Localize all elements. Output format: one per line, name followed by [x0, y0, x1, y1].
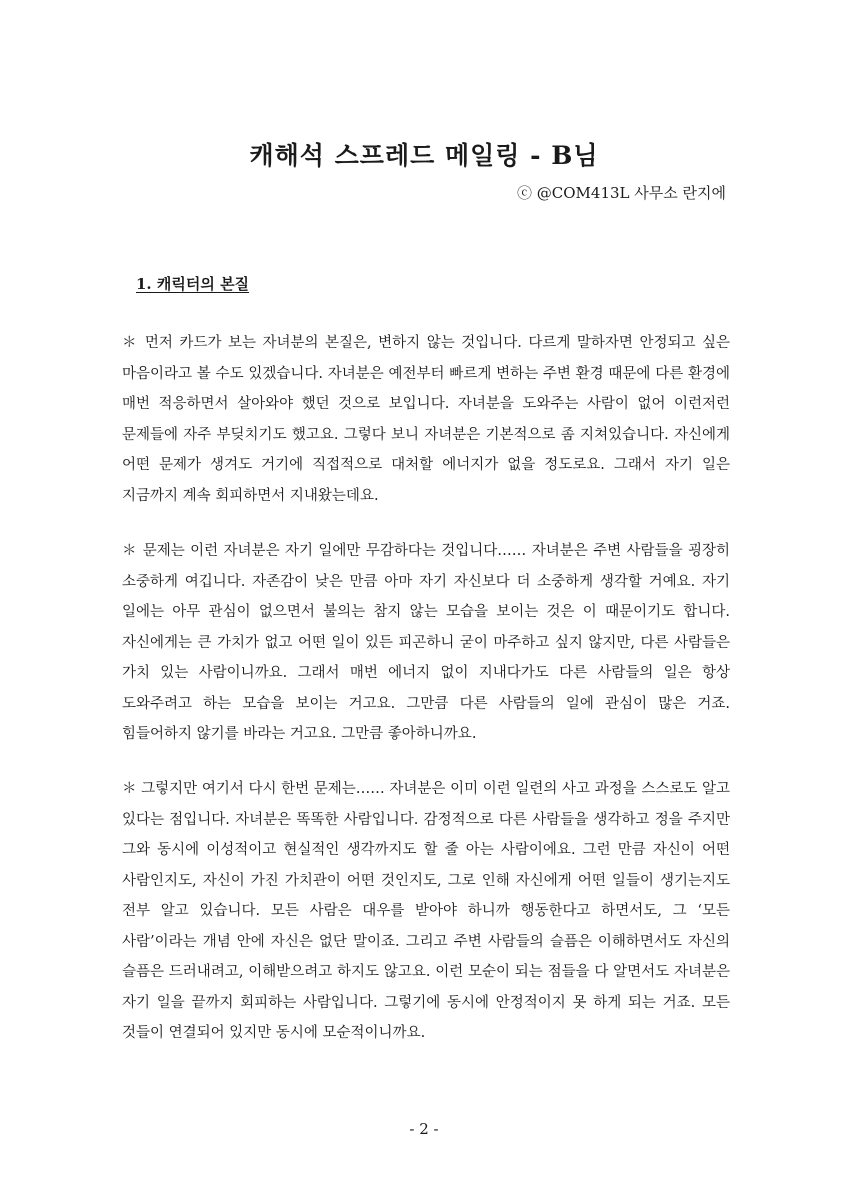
page-number: - 2 -	[409, 1120, 439, 1138]
copyright-notice: ⓒ @COM413L 사무소 란지에	[517, 184, 726, 202]
section-heading: 1. 캐릭터의 본질	[136, 275, 250, 293]
paragraph-3: ＊ 그렇지만 여기서 다시 한번 문제는…… 자녀분은 이미 이런 일련의 사고 과정을 스스로도 알고 있다는 점입니다. 자녀분은 똑똑한 사람입니다. 감정적으로 다른 사람들을 생각하고 정을 주지만 그와 동시에 이성적이고 현실적인 생각까지도 할 줄 아는 사람이에요. 그런 만큼 자신이 어떤 사람인지도, 자신이 가진 가치관이 어떤 것인지도, 그로 인해 자신에게 어떤 일들이 생기는지도 전부 알고 있습니다. 모든 사람은 대우를 받아야 하니까 행동한다고 하면서도, 그 ‘모든 사람’이라는 개념 안에 자신은 없단 말이죠. 그리고 주변 사람들의 슬픔은 이해하면서도 자신의 슬픔은 드러내려고, 이해받으려고 하지도 않고요. 이런 모순이 되는 점들을 다 알면서도 자녀분은 자기 일을 끝까지 회피하는 사람입니다. 그렇기에 동시에 안정적이지 못 하게 되는 거죠. 모든 것들이 연결되어 있지만 동시에 모순적이니까요.	[122, 781, 730, 1041]
document-title: 캐해석 스프레드 메일링 - B님	[249, 141, 599, 170]
paragraph-1: ＊ 먼저 카드가 보는 자녀분의 본질은, 변하지 않는 것입니다. 다르게 말하자면 안정되고 싶은 마음이라고 볼 수도 있겠습니다. 자녀분은 예전부터 빠르게 변하는 주변 환경 때문에 다른 환경에 매번 적응하면서 살아와야 했던 것으로 보입니다. 자녀분을 도와주는 사람이 없어 이런저런 문제들에 자주 부딪치기도 했고요. 그렇다 보니 자녀분은 기본적으로 좀 지쳐있습니다. 자신에게 어떤 문제가 생겨도 거기에 직접적으로 대처할 에너지가 없을 정도로요. 그래서 자기 일은 지금까지 계속 회피하면서 지내왔는데요.	[122, 335, 730, 504]
paragraph-2: ＊ 문제는 이런 자녀분은 자기 일에만 무감하다는 것입니다…… 자녀분은 주변 사람들을 굉장히 소중하게 여깁니다. 자존감이 낮은 만큼 아마 자기 자신보다 더 소중하게 생각할 거예요. 자기 일에는 아무 관심이 없으면서 불의는 참지 않는 모습을 보이는 것은 이 때문이기도 합니다. 자신에게는 큰 가치가 없고 어떤 일이 있든 피곤하니 굳이 마주하고 싶지 않지만, 다른 사람들은 가치 있는 사람이니까요. 그래서 매번 에너지 없이 지내다가도 다른 사람들의 일은 항상 도와주려고 하는 모습을 보이는 거고요. 그만큼 다른 사람들의 일에 관심이 많은 거죠. 힘들어하지 않기를 바라는 거고요. 그만큼 좋아하니까요.	[122, 543, 730, 742]
